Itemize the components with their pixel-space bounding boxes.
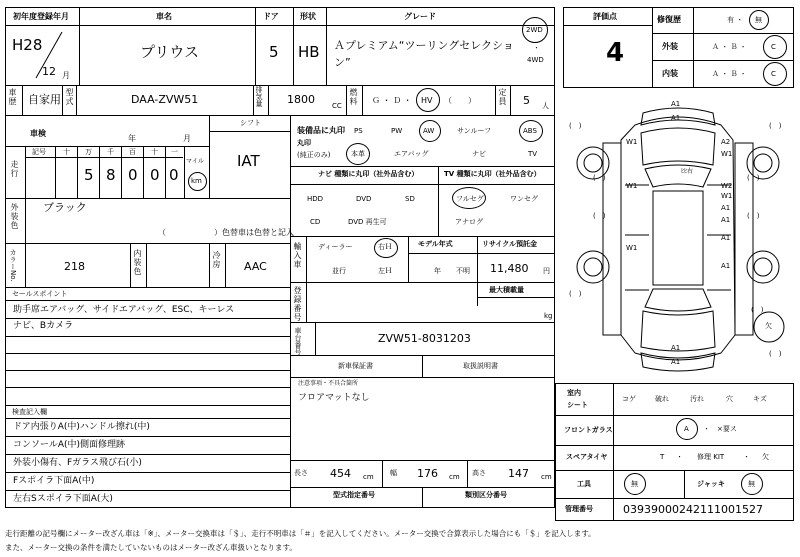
color-no-label: カラーNo.: [9, 249, 17, 282]
nav-cd: CD: [310, 218, 321, 226]
shift: IAT: [237, 152, 260, 170]
length-unit: cm: [363, 473, 374, 481]
digit-value-1: 5: [84, 166, 94, 184]
damage-label-2: W1: [626, 138, 638, 146]
note-line-2: コンソールA(中)側面修理跡: [13, 440, 125, 450]
footer-line-2: また、メーター交換の条件を満たしていないものはメーター改ざん車扱いとなります。: [5, 543, 297, 552]
seat-item-3: 穴: [726, 395, 733, 403]
tools-selected: 無: [631, 480, 638, 488]
capacity: 5: [523, 94, 530, 107]
inspector-notes-label: 検査記入欄: [12, 408, 47, 416]
grade-line2: ン”: [334, 56, 351, 69]
width-value: 176: [417, 467, 438, 480]
interior-label: 内装: [662, 69, 678, 78]
glass-selected: A: [684, 425, 689, 433]
damage-label-6: W2: [721, 182, 733, 190]
color-no: 218: [64, 260, 85, 273]
damage-label-11: W1: [626, 244, 638, 252]
equipment-label: 装備品に丸印: [297, 126, 345, 135]
equipment-sub: (純正のみ): [297, 151, 331, 159]
seat-label: 室内: [567, 389, 581, 397]
ac-label: 冷房: [212, 251, 221, 269]
max-load-label: 最大積載量: [489, 286, 524, 294]
note-line-1: ドア内張りA(中)ハンドル擦れ(中): [13, 422, 150, 432]
damage-label-4: W1: [721, 150, 733, 158]
model-label: 型式: [65, 88, 74, 106]
interior-options: Ａ ・ Ｂ ・: [712, 70, 747, 78]
fuel-paren: （ ）: [444, 96, 476, 105]
displacement-label: 排気量: [255, 86, 263, 107]
digit-value-2: 8: [106, 166, 116, 184]
digit-label-1: 万: [85, 148, 92, 156]
equip-tv: TV: [528, 150, 538, 158]
shape-label: 形状: [300, 12, 316, 21]
notes-value: フロアマットなし: [298, 393, 370, 403]
damage-label-12: A1: [721, 262, 731, 270]
equip-pw: PW: [391, 127, 403, 135]
bracket-r2: ( ): [747, 212, 760, 220]
equip-ps: PS: [354, 127, 363, 135]
note-line-4: Fスポイラ下面A(中): [13, 476, 95, 486]
seat-item-4: キズ: [753, 395, 767, 403]
displacement: 1800: [287, 93, 315, 106]
spare-item-3: ・: [743, 453, 750, 461]
damage-label-8: A1: [721, 204, 731, 212]
digit-label-5: 一: [171, 148, 178, 156]
recycle-value: 11,480: [490, 262, 529, 275]
fuel-label: 燃料: [349, 88, 358, 106]
import-right: 右Ｈ: [378, 243, 392, 251]
glass-rest: ・ ×要ス: [703, 425, 737, 433]
import-left: 左Ｈ: [378, 267, 392, 275]
tv-label: TV 種類に丸印（社外品含む）: [444, 170, 541, 178]
car-name-label: 車名: [156, 12, 172, 21]
nav-sd: SD: [405, 195, 415, 203]
exterior-label: 外装: [662, 42, 678, 51]
grade-label: グレード: [404, 12, 436, 21]
bracket-tr: ( ): [769, 122, 782, 130]
digit-label-3: 百: [129, 148, 136, 156]
damage-label-0: A1: [671, 100, 681, 108]
equip-aw: AW: [423, 127, 435, 135]
equip-sunroof: サンルーフ: [457, 127, 492, 135]
seat-item-2: 汚れ: [690, 395, 704, 403]
bracket-l2: ( ): [593, 212, 606, 220]
usage-label: 車歴: [8, 88, 17, 106]
bracket-b: ( ): [769, 350, 782, 358]
spare-item-1: ・: [676, 453, 683, 461]
width-label: 幅: [390, 469, 397, 477]
km-label: km: [191, 177, 202, 185]
damage-label-5: W1: [626, 182, 638, 190]
model-year-year: 年: [434, 267, 441, 275]
nav-dvd-play: DVD 再生可: [348, 218, 387, 226]
damage-label-9: A1: [721, 216, 731, 224]
import-parallel: 並行: [332, 267, 346, 275]
door-label: ドア: [263, 12, 279, 21]
reg-month: 12: [42, 65, 56, 78]
color-note: （ ）色替車は色替と記入: [158, 228, 294, 237]
footer-line-1: 走行距離の記号欄にメーター改ざん車は「※」、メーター交換車は「＄」、走行不明車は「＃」を記入してください。メーター交換で合算表示した場合にも「＄」を記入します。: [5, 529, 596, 538]
sales-point-line-1: 助手席エアバッグ、サイドエアバッグ、ESC、キーレス: [13, 305, 235, 315]
mileage-label: 走行: [10, 160, 19, 178]
drive-2wd: 2WD: [526, 26, 543, 34]
shaken-month: 月: [183, 134, 191, 143]
repair-options: 有 ・: [727, 16, 744, 24]
note-line-5: 左右Sスポイラ下面A(大): [13, 494, 113, 504]
main-form-frame: [5, 7, 555, 508]
spare-item-2: 修理 KIT: [697, 453, 725, 461]
digit-value-4: 0: [150, 166, 160, 184]
damage-label-13: A1: [671, 344, 681, 352]
eval-value: 4: [606, 38, 625, 68]
fuel-options: Ｇ ・ Ｄ ・: [372, 96, 412, 105]
glass-label: フロントガラス: [564, 426, 613, 434]
height-unit: cm: [541, 473, 552, 481]
tv-fullseg: フルセグ: [456, 195, 484, 203]
notes-label: 注意事項・不具合箇所: [298, 380, 359, 387]
repair-label: 修復歴: [657, 15, 681, 24]
max-load-unit: kg: [544, 312, 553, 320]
warranty-label: 新車保証書: [338, 362, 373, 370]
car-outline-svg: [563, 95, 794, 380]
damage-label-1: A1: [671, 114, 681, 122]
digit-value-5: 0: [169, 166, 179, 184]
damage-label-7: W1: [721, 192, 733, 200]
tv-oneseg: ワンセグ: [510, 195, 538, 203]
equip-airbag: エアバッグ: [394, 150, 429, 158]
jack-selected: 無: [748, 480, 755, 488]
bottom-right-frame: [555, 383, 794, 521]
tools-label: 工具: [577, 480, 591, 488]
shift-label: シフト: [240, 119, 261, 127]
seat-item-1: 破れ: [655, 395, 669, 403]
shaken-year: 年: [128, 134, 136, 143]
length-value: 454: [330, 467, 351, 480]
import-label: 輸入車: [293, 242, 302, 269]
mgmt-label: 管理番号: [565, 505, 593, 513]
kizu-label: ﾋﾋ右: [681, 168, 694, 175]
car-diagram: [563, 95, 794, 380]
chassis-label: 車台番号: [294, 327, 302, 355]
digit-label-0: 十: [63, 148, 70, 156]
bracket-bl: ( ): [569, 290, 582, 298]
recycle-unit: 円: [543, 267, 550, 275]
width-unit: cm: [449, 473, 460, 481]
damage-label-3: A2: [721, 138, 731, 146]
capacity-unit: 人: [542, 102, 549, 110]
drive-4wd: 4WD: [527, 56, 544, 64]
doors: 5: [269, 43, 279, 61]
digit-value-3: 0: [128, 166, 138, 184]
spare-item-0: T: [660, 453, 665, 461]
spare-item-4: 欠: [762, 453, 769, 461]
color-value: ブラック: [43, 201, 87, 214]
grade-line1: Ａプレミアム“ツーリングセレクショ: [334, 39, 514, 52]
bracket-r1: ( ): [747, 174, 760, 182]
exterior-options: Ａ ・ Ｂ ・: [712, 43, 747, 51]
nav-label: ナビ 種類に丸印（社外品含む）: [318, 170, 419, 178]
ac-value: AAC: [244, 260, 267, 273]
model-year-label: モデル年式: [418, 240, 453, 248]
cc-unit: CC: [332, 102, 342, 110]
spare-label: スペアタイヤ: [566, 453, 608, 461]
model-year-unknown: 不明: [456, 267, 470, 275]
shaken-label: 車検: [30, 129, 46, 138]
bracket-tl: ( ): [569, 122, 582, 130]
nav-dvd: DVD: [356, 195, 372, 203]
damage-label-14: A1: [671, 358, 681, 366]
damage-label-10: A1: [721, 234, 731, 242]
sales-point-line-2: ナビ、Bカメラ: [13, 321, 74, 331]
first-reg-label: 初年度登録年月: [13, 12, 69, 21]
equip-abs: ABS: [523, 127, 537, 135]
recycle-label: リサイクル預託金: [482, 240, 538, 248]
drive-dot: ・: [533, 44, 540, 52]
equip-leather: 本革: [351, 150, 365, 158]
mileage-sign-label: 記号: [32, 148, 46, 156]
registration-label: 登録番号: [293, 286, 302, 322]
tv-analog: アナログ: [455, 218, 483, 226]
month-unit: 月: [62, 71, 70, 80]
fuel-selected: HV: [421, 96, 433, 105]
jack-label: ジャッキ: [697, 480, 725, 488]
equipment-label-b: 丸印: [297, 139, 311, 147]
interior-color-label: 内装色: [133, 249, 142, 276]
car-name: プリウス: [140, 43, 199, 61]
nav-hdd: HDD: [307, 195, 324, 203]
class-number-label: 類別区分番号: [465, 491, 507, 499]
repair-selected: 無: [755, 16, 762, 24]
digit-label-4: 十: [151, 148, 158, 156]
height-value: 147: [508, 467, 529, 480]
digit-label-2: 千: [107, 148, 114, 156]
manual-label: 取扱説明書: [463, 362, 498, 370]
interior-selected: C: [771, 70, 776, 78]
type-designation-label: 型式指定番号: [333, 491, 375, 499]
eval-label: 評価点: [593, 12, 617, 21]
import-dealer: ディーラー: [318, 243, 353, 251]
sales-points-label: セールスポイント: [12, 290, 68, 298]
mile-label: マイル: [186, 158, 204, 165]
usage: 自家用: [28, 93, 61, 106]
bracket-l1: ( ): [593, 174, 606, 182]
height-label: 高さ: [472, 469, 486, 477]
color-label: 外装色: [10, 203, 19, 230]
note-line-3: 外装小傷有、Fガラス飛び石(小): [13, 458, 142, 468]
body-shape: HB: [298, 43, 320, 61]
length-label: 長さ: [294, 469, 308, 477]
model: DAA-ZVW51: [131, 93, 199, 106]
mgmt-value: 03939000242111001527: [623, 503, 763, 516]
equip-navi: ナビ: [472, 150, 486, 158]
exterior-selected: C: [771, 43, 776, 51]
bracket-br: ( ): [751, 306, 764, 314]
seat-label-b: シート: [567, 401, 588, 409]
seat-item-0: コゲ: [622, 395, 636, 403]
missing-label: 欠: [765, 322, 772, 330]
capacity-label: 定員: [498, 88, 507, 106]
chassis-number: ZVW51-8031203: [378, 332, 471, 345]
era-year: H28: [12, 36, 43, 54]
